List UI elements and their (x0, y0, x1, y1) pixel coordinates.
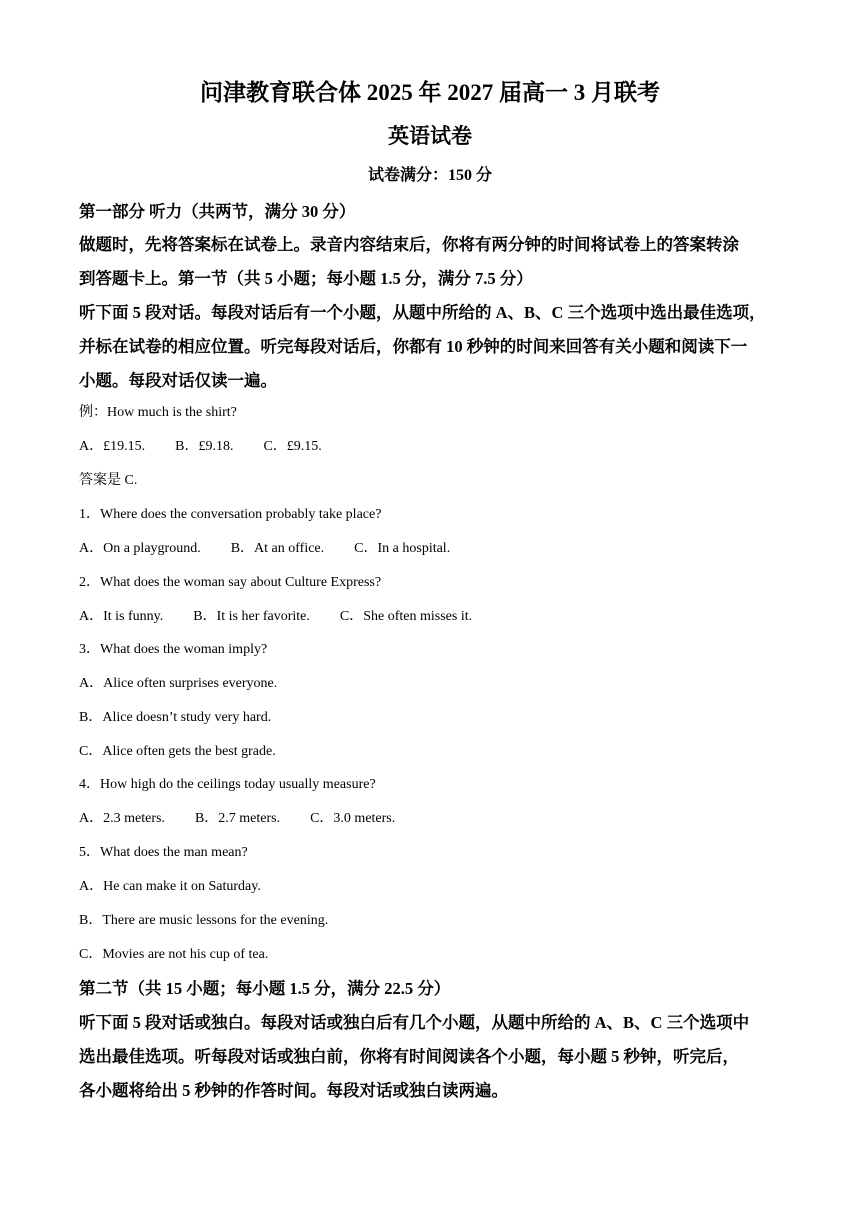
option-c: C．She often misses it. (339, 609, 473, 624)
section2-intro-line: 选出最佳选项。听每段对话或独白前，你将有时间阅读各个小题，每小题 5 秒钟，听完后， (79, 1047, 739, 1066)
question-1-options (79, 537, 480, 557)
question-5-option-b: B．There are music lessons for the evening. (79, 913, 329, 928)
question-2-options (79, 605, 502, 625)
section2-heading: 第二节（共 15 小题；每小题 1.5 分，满分 22.5 分） (79, 979, 451, 998)
part1-intro-line: 并标在试卷的相应位置。听完每段对话后，你都有 10 秒钟的时间来回答有关小题和阅读下一 (79, 337, 748, 356)
part1-intro-line: 做题时，先将答案标在试卷上。录音内容结束后，你将有两分钟的时间将试卷上的答案转涂 (79, 235, 739, 254)
option-c: C．£9.15. (263, 439, 322, 454)
option-b: B．£9.18. (175, 439, 234, 454)
part1-intro-line: 听下面 5 段对话。每段对话后有一个小题，从题中所给的 A、B、C 三个选项中选出最佳选项， (79, 303, 766, 322)
exam-title: 问津教育联合体 2025 年 2027 届高一 3 月联考 (200, 80, 660, 105)
option-a: A．It is funny. (79, 609, 164, 624)
option-c: C．In a hospital. (354, 541, 451, 556)
question-4-options (79, 807, 425, 827)
example-question: 例：How much is the shirt? (79, 405, 237, 420)
question-5: 5．What does the man mean? (79, 845, 248, 860)
option-a: A．On a playground. (79, 541, 201, 556)
example-options (79, 435, 352, 455)
question-3-option-b: B．Alice doesn’t study very hard. (79, 710, 272, 725)
exam-score: 试卷满分：150 分 (367, 167, 492, 184)
part1-intro-line: 小题。每段对话仅读一遍。 (79, 371, 277, 390)
option-c: C．3.0 meters. (310, 811, 396, 826)
option-b: B．At an office. (230, 541, 325, 556)
exam-subject: 英语试卷 (388, 124, 472, 148)
option-b: B．It is her favorite. (193, 609, 310, 624)
section2-intro-line: 听下面 5 段对话或独白。每段对话或独白后有几个小题，从题中所给的 A、B、C 三个选项中 (79, 1013, 750, 1032)
question-3: 3．What does the woman imply? (79, 642, 268, 657)
part1-intro-line: 到答题卡上。第一节（共 5 小题；每小题 1.5 分，满分 7.5 分） (79, 269, 533, 288)
question-1: 1．Where does the conversation probably take place? (79, 507, 382, 522)
option-a: A．2.3 meters. (79, 811, 165, 826)
question-3-option-a: A．Alice often surprises everyone. (79, 676, 278, 691)
option-a: A．£19.15. (79, 439, 146, 454)
question-3-option-c: C．Alice often gets the best grade. (79, 744, 276, 759)
question-4: 4．How high do the ceilings today usually measure? (79, 777, 376, 792)
section2-intro-line: 各小题将给出 5 秒钟的作答时间。每段对话或独白读两遍。 (79, 1081, 508, 1100)
question-2: 2．What does the woman say about Culture Express? (79, 575, 382, 590)
question-5-option-a: A．He can make it on Saturday. (79, 879, 261, 894)
example-answer: 答案是 C. (79, 473, 138, 488)
option-b: B．2.7 meters. (194, 811, 281, 826)
question-5-option-c: C．Movies are not his cup of tea. (79, 947, 269, 962)
part1-heading: 第一部分 听力（共两节，满分 30 分） (79, 202, 356, 221)
